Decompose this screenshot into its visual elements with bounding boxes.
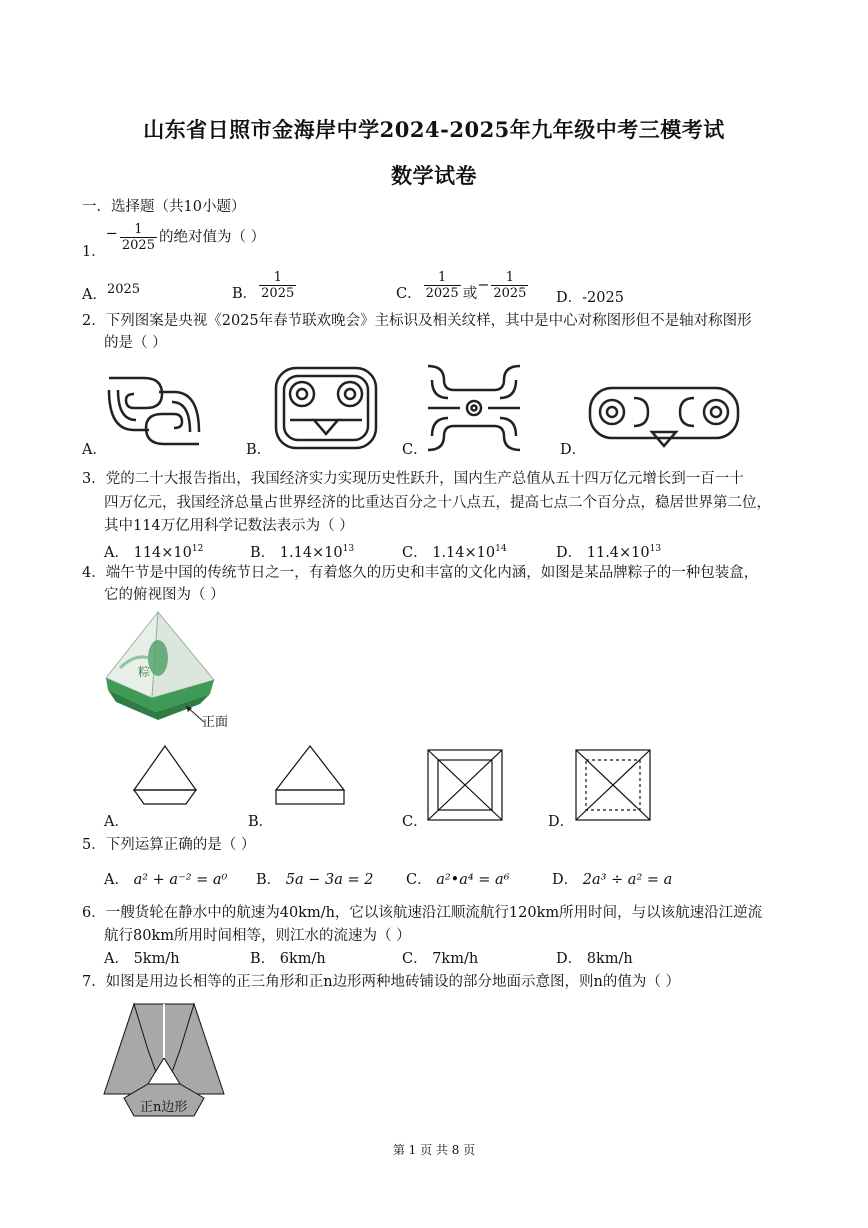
- question-7-line-1: 7．如图是用边长相等的正三角形和正n边形两种地砖铺设的部分地面示意图，则n的值为（ ）: [82, 974, 681, 990]
- q6-option-c[interactable]: C． 7km/h: [402, 951, 479, 967]
- q3-option-c[interactable]: C． $1.14\times 10^{14}$: [402, 544, 507, 561]
- q2-option-b[interactable]: B．: [246, 442, 272, 458]
- q1-stem-text: 的绝对值为（ ）: [158, 229, 266, 246]
- question-3-line-2: 四万亿元，我国经济总量占世界经济的比重达百分之十八点五，提高七点二个百分点，稳居世界第二位，: [104, 495, 771, 511]
- box-brand-text: 粽: [138, 665, 151, 679]
- option-a-figure: [128, 742, 202, 808]
- q6-option-a[interactable]: A． 5km/h: [104, 951, 180, 967]
- q1-option-d[interactable]: D．-2025: [556, 290, 624, 306]
- exam-subtitle: 数学试卷: [391, 163, 477, 188]
- q4-option-d[interactable]: D．: [548, 814, 575, 830]
- question-2-line-1: 2．下列图案是央视《2025年春节联欢晚会》主标识及相关纹样，其中是中心对称图形但不是轴对称图形: [82, 313, 752, 329]
- q6-option-b[interactable]: B． 6km/h: [250, 951, 326, 967]
- q6-option-d[interactable]: D． 8km/h: [556, 951, 633, 967]
- q1-option-c[interactable]: C． $\frac{1}{2025}$ 或− $\frac{1}{2025}$: [396, 270, 527, 302]
- question-4-line-1: 4．端午节是中国的传统节日之一，有着悠久的历史和丰富的文化内涵，如图是某品牌粽子的一种包装盒，: [82, 565, 759, 581]
- q5-option-c[interactable]: C． a²•a⁴ = a⁶: [406, 872, 510, 888]
- question-6-line-1: 6．一艘货轮在静水中的航速为40km/h，它以该航速沿江顺流航行120km所用时间，与以该航速沿江逆流: [82, 905, 763, 921]
- pattern-b-image: [270, 362, 382, 454]
- option-b-figure: [270, 742, 350, 808]
- q2-option-c[interactable]: C．: [402, 442, 428, 458]
- question-1-number: 1．: [82, 243, 106, 260]
- q3-option-d[interactable]: D． $11.4\times 10^{13}$: [556, 544, 662, 561]
- question-4-line-2: 它的俯视图为（ ）: [104, 587, 225, 603]
- q1-neg-sign: −: [105, 225, 118, 242]
- q5-option-b[interactable]: B． 5a − 3a = 2: [256, 872, 374, 888]
- q5-option-d[interactable]: D． 2a³ ÷ a² = a: [552, 872, 673, 888]
- tiling-figure: [100, 1002, 228, 1118]
- question-3-line-1: 3．党的二十大报告指出，我国经济实力实现历史性跃升，国内生产总值从五十四万亿元增长到一百一十: [82, 471, 744, 487]
- question-1-stem: [82, 222, 266, 260]
- question-2-line-2: 的是（ ）: [104, 335, 167, 351]
- question-3-line-3: 其中114万亿用科学记数法表示为（ ）: [104, 518, 354, 534]
- exam-title: 山东省日照市金海岸中学2024-2025年九年级中考三模考试: [143, 117, 725, 142]
- pattern-d-image: [586, 384, 742, 450]
- section-heading: 一．选择题（共10小题）: [82, 199, 246, 215]
- pattern-c-image: [424, 362, 524, 454]
- q1-option-b[interactable]: B． $\frac{1}{2025}$: [232, 270, 295, 302]
- option-c-figure: [426, 748, 506, 824]
- q2-option-d[interactable]: D．: [560, 442, 587, 458]
- q5-option-a[interactable]: A． a² + a⁻² = a⁰: [104, 872, 228, 888]
- q1-option-a[interactable]: A．2025: [82, 282, 141, 303]
- front-label: 正面: [202, 715, 229, 730]
- pattern-a-image: [104, 370, 204, 452]
- q3-option-a[interactable]: A． $114\times 10^{12}$: [104, 544, 204, 561]
- question-5-line-1: 5．下列运算正确的是（ ）: [82, 837, 256, 853]
- page-footer: 第 1 页 共 8 页: [392, 1143, 476, 1157]
- option-d-figure: [574, 748, 654, 824]
- q3-option-b[interactable]: B． $1.14\times 10^{13}$: [250, 544, 355, 561]
- q4-option-a[interactable]: A．: [104, 814, 129, 830]
- question-6-line-2: 航行80km所用时间相等，则江水的流速为（ ）: [104, 928, 411, 944]
- q2-option-a[interactable]: A．: [82, 442, 107, 458]
- q4-option-c[interactable]: C．: [402, 814, 428, 830]
- polygon-label: 正n边形: [140, 1100, 188, 1115]
- q1-fraction: $\frac{1}{2025}$: [121, 222, 155, 253]
- q4-option-b[interactable]: B．: [248, 814, 274, 830]
